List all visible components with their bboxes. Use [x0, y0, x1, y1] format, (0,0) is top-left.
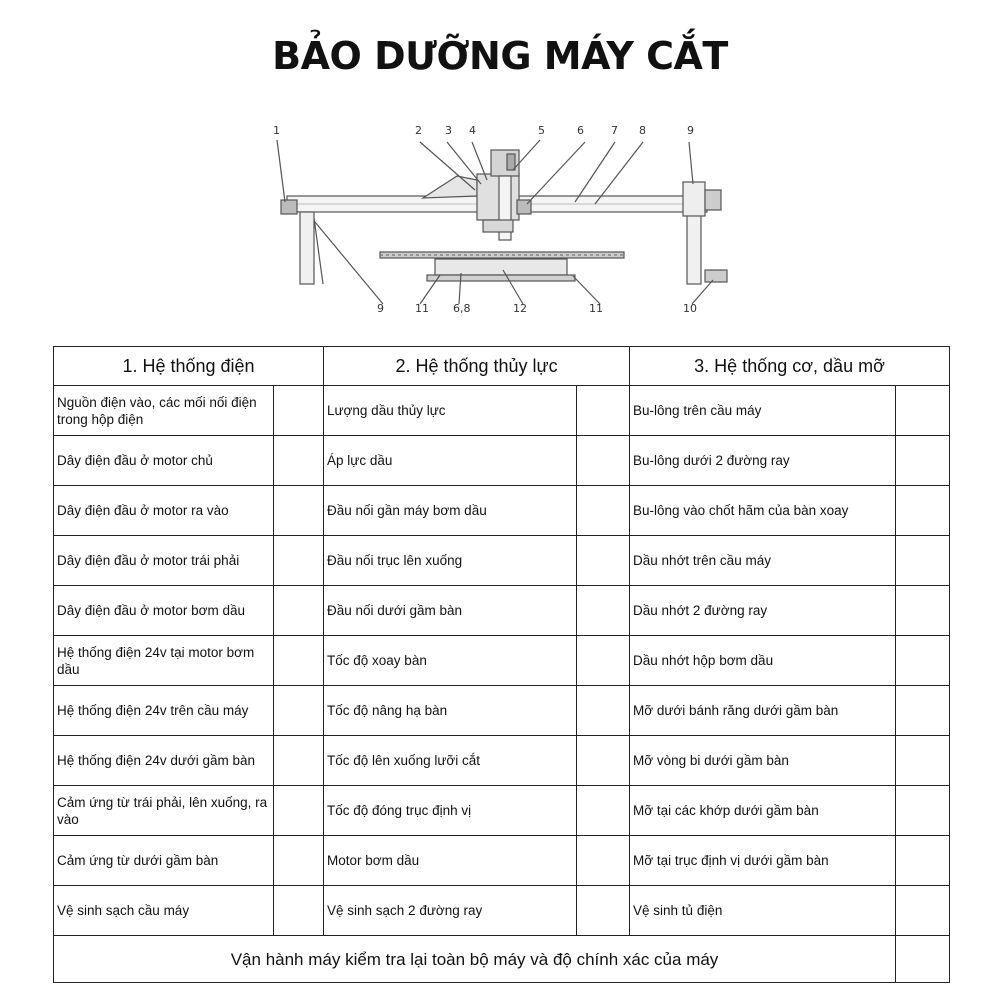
mechanical-item: Mỡ tại trục định vị dưới gầm bàn	[630, 836, 896, 886]
diagram-label: 9	[687, 124, 694, 137]
diagram-label: 9	[377, 302, 384, 315]
table-row	[54, 436, 950, 486]
machine-diagram	[255, 118, 755, 318]
diagram-label: 11	[589, 302, 603, 315]
electrical-item: Cảm ứng từ trái phải, lên xuống, ra vào	[54, 786, 274, 836]
diagram-label: 7	[611, 124, 618, 137]
diagram-label: 6,8	[453, 302, 471, 315]
hydraulic-item: Đầu nối dưới gầm bàn	[324, 586, 577, 636]
checkbox-cell[interactable]	[896, 636, 950, 686]
checkbox-cell[interactable]	[896, 536, 950, 586]
checkbox-cell[interactable]	[577, 586, 630, 636]
electrical-item: Hệ thống điện 24v tại motor bơm dầu	[54, 636, 274, 686]
checkbox-cell[interactable]	[896, 736, 950, 786]
checkbox-cell[interactable]	[577, 436, 630, 486]
table-row	[54, 836, 950, 886]
hydraulic-item: Tốc độ đóng trục định vị	[324, 786, 577, 836]
electrical-item: Nguồn điện vào, các mối nối điện trong hộp điện	[54, 386, 274, 436]
checkbox-cell[interactable]	[896, 786, 950, 836]
checkbox-cell[interactable]	[577, 536, 630, 586]
header-row	[54, 347, 950, 386]
diagram-label: 2	[415, 124, 422, 137]
hydraulic-item: Áp lực dầu	[324, 436, 577, 486]
hydraulic-item: Tốc độ xoay bàn	[324, 636, 577, 686]
checkbox-cell[interactable]	[577, 486, 630, 536]
checkbox-cell[interactable]	[577, 786, 630, 836]
table-row	[54, 786, 950, 836]
checkbox-cell[interactable]	[274, 736, 324, 786]
hydraulic-item: Đầu nối trục lên xuống	[324, 536, 577, 586]
electrical-item: Dây điện đầu ở motor trái phải	[54, 536, 274, 586]
checkbox-cell[interactable]	[577, 636, 630, 686]
checkbox-cell[interactable]	[896, 486, 950, 536]
header-mechanical: 3. Hệ thống cơ, dầu mỡ	[630, 347, 950, 386]
checkbox-cell[interactable]	[896, 436, 950, 486]
hydraulic-item: Tốc độ nâng hạ bàn	[324, 686, 577, 736]
table-row	[54, 536, 950, 586]
electrical-item: Dây điện đầu ở motor ra vào	[54, 486, 274, 536]
diagram-label: 8	[639, 124, 646, 137]
hydraulic-item: Motor bơm dầu	[324, 836, 577, 886]
table-row	[54, 686, 950, 736]
checkbox-cell[interactable]	[577, 836, 630, 886]
table-row	[54, 386, 950, 436]
electrical-item: Dây điện đầu ở motor chủ	[54, 436, 274, 486]
page-title: BẢO DƯỠNG MÁY CẮT	[272, 34, 728, 78]
checkbox-cell[interactable]	[274, 386, 324, 436]
hydraulic-item: Tốc độ lên xuống lưỡi cắt	[324, 736, 577, 786]
checkbox-cell[interactable]	[896, 686, 950, 736]
diagram-label: 1	[273, 124, 280, 137]
checkbox-cell[interactable]	[577, 736, 630, 786]
hydraulic-item: Đầu nối gần máy bơm dầu	[324, 486, 577, 536]
table-row	[54, 636, 950, 686]
mechanical-item: Bu-lông vào chốt hãm của bàn xoay	[630, 486, 896, 536]
table-row	[54, 886, 950, 936]
mechanical-item: Mỡ vòng bi dưới gầm bàn	[630, 736, 896, 786]
checkbox-cell[interactable]	[577, 886, 630, 936]
mechanical-item: Bu-lông trên cầu máy	[630, 386, 896, 436]
checkbox-cell[interactable]	[274, 636, 324, 686]
table-row	[54, 486, 950, 536]
mechanical-item: Bu-lông dưới 2 đường ray	[630, 436, 896, 486]
diagram-label: 6	[577, 124, 584, 137]
table-row	[54, 586, 950, 636]
checkbox-cell[interactable]	[896, 586, 950, 636]
checkbox-cell[interactable]	[896, 936, 950, 983]
header-hydraulic: 2. Hệ thống thủy lực	[324, 347, 630, 386]
mechanical-item: Mỡ dưới bánh răng dưới gầm bàn	[630, 686, 896, 736]
diagram-label: 12	[513, 302, 527, 315]
checkbox-cell[interactable]	[274, 436, 324, 486]
diagram-label: 11	[415, 302, 429, 315]
checkbox-cell[interactable]	[896, 386, 950, 436]
final-row	[54, 936, 950, 983]
checkbox-cell[interactable]	[274, 786, 324, 836]
mechanical-item: Dầu nhớt hộp bơm dầu	[630, 636, 896, 686]
checkbox-cell[interactable]	[274, 586, 324, 636]
maintenance-checklist	[53, 346, 950, 983]
checkbox-cell[interactable]	[577, 386, 630, 436]
electrical-item: Dây điện đầu ở motor bơm dầu	[54, 586, 274, 636]
mechanical-item: Dầu nhớt 2 đường ray	[630, 586, 896, 636]
checkbox-cell[interactable]	[274, 836, 324, 886]
diagram-label: 5	[538, 124, 545, 137]
electrical-item: Vệ sinh sạch cầu máy	[54, 886, 274, 936]
diagram-label: 3	[445, 124, 452, 137]
checkbox-cell[interactable]	[274, 686, 324, 736]
checkbox-cell[interactable]	[577, 686, 630, 736]
checkbox-cell[interactable]	[896, 836, 950, 886]
header-electrical: 1. Hệ thống điện	[54, 347, 324, 386]
mechanical-item: Vệ sinh tủ điện	[630, 886, 896, 936]
diagram-label: 4	[469, 124, 476, 137]
final-check-text: Vận hành máy kiểm tra lại toàn bộ máy và độ chính xác của máy	[54, 936, 896, 983]
electrical-item: Hệ thống điện 24v dưới gầm bàn	[54, 736, 274, 786]
hydraulic-item: Vệ sinh sạch 2 đường ray	[324, 886, 577, 936]
mechanical-item: Mỡ tại các khớp dưới gầm bàn	[630, 786, 896, 836]
checkbox-cell[interactable]	[896, 886, 950, 936]
checkbox-cell[interactable]	[274, 536, 324, 586]
checkbox-cell[interactable]	[274, 486, 324, 536]
checkbox-cell[interactable]	[274, 886, 324, 936]
electrical-item: Hệ thống điện 24v trên cầu máy	[54, 686, 274, 736]
electrical-item: Cảm ứng từ dưới gầm bàn	[54, 836, 274, 886]
diagram-label: 10	[683, 302, 697, 315]
mechanical-item: Dầu nhớt trên cầu máy	[630, 536, 896, 586]
table-row	[54, 736, 950, 786]
hydraulic-item: Lượng dầu thủy lực	[324, 386, 577, 436]
